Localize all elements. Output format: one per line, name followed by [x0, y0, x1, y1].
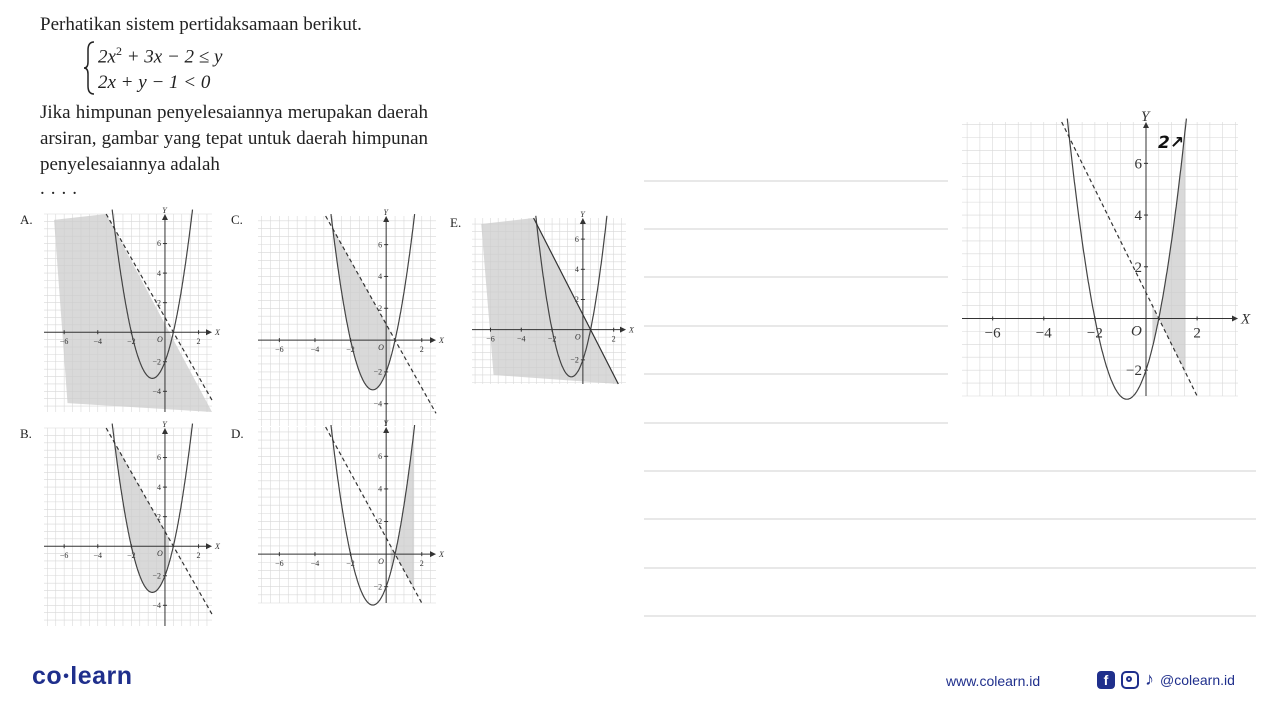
question-body: Jika himpunan penyelesaiannya merupakan daerah arsiran, gambar yang tepat untuk daerah himpunan penyelesaiannya adalah [40, 102, 428, 175]
x-axis-label: X [629, 325, 634, 335]
y-tick-label: −2 [152, 357, 161, 367]
x-tick-label: −6 [59, 337, 69, 347]
x-axis-label: X [215, 327, 220, 337]
x-axis-label: X [215, 541, 220, 551]
y-tick-label: 6 [156, 239, 161, 249]
inequality-2: 2x + y − 1 < 0 [98, 72, 211, 93]
y-tick-label: −2 [570, 355, 579, 365]
x-tick-label: 2 [196, 551, 201, 561]
y-axis-label: Y [580, 210, 585, 219]
social-handles [1097, 669, 1235, 690]
question-dots: .... [40, 178, 83, 199]
y-tick-label: 4 [378, 484, 383, 494]
question-intro: Perhatikan sistem pertidaksamaan berikut. [40, 14, 362, 35]
y-tick-label: 2 [378, 303, 383, 313]
origin-label: O [1131, 323, 1142, 340]
y-tick-label: 2 [378, 517, 383, 527]
x-tick-label: −6 [59, 551, 69, 561]
y-tick-label: −4 [373, 399, 383, 409]
y-tick-label: 4 [1134, 208, 1142, 225]
x-tick-label: −6 [486, 334, 495, 344]
y-tick-label: −2 [373, 582, 383, 592]
origin-label: O [574, 332, 581, 342]
x-tick-label: 2 [419, 345, 424, 355]
x-tick-label: 2 [1193, 325, 1201, 342]
x-tick-label: 2 [419, 559, 424, 569]
y-tick-label: −4 [152, 600, 161, 610]
x-tick-label: −6 [275, 345, 284, 355]
y-axis-label: Y [1141, 109, 1150, 125]
x-tick-label: −4 [93, 551, 103, 561]
x-tick-label: −2 [346, 559, 355, 569]
x-tick-label: −4 [93, 337, 103, 347]
y-tick-label: 6 [574, 234, 579, 244]
option-b-label[interactable]: B. [20, 426, 32, 441]
colearn-logo: co•learn [32, 662, 133, 690]
y-tick-label: 6 [1134, 156, 1142, 173]
option-a-label[interactable]: A. [20, 212, 33, 227]
y-tick-label: −2 [1126, 363, 1142, 380]
tiktok-icon[interactable]: ♪ [1145, 669, 1154, 689]
y-tick-label: 4 [156, 482, 161, 492]
origin-label: O [378, 343, 384, 353]
website-link[interactable]: www.colearn.id [946, 673, 1041, 689]
option-e-label[interactable]: E. [450, 215, 462, 230]
y-tick-label: 4 [378, 272, 383, 282]
y-tick-label: 2 [156, 512, 161, 522]
y-tick-label: 4 [156, 268, 161, 278]
x-tick-label: −2 [127, 337, 136, 347]
origin-label: O [378, 557, 384, 567]
y-tick-label: 2 [156, 298, 161, 308]
option-d-label[interactable]: D. [231, 426, 244, 441]
origin-label: O [156, 335, 163, 345]
x-tick-label: −2 [547, 334, 557, 344]
origin-label: O [156, 549, 163, 559]
y-axis-label: Y [383, 208, 388, 217]
option-c-label[interactable]: C. [231, 212, 243, 227]
handwritten-annotation: 2↗ [1158, 133, 1185, 153]
x-tick-label: −4 [1035, 325, 1052, 342]
y-tick-label: −2 [373, 367, 383, 377]
y-tick-label: 4 [574, 264, 579, 274]
x-tick-label: −4 [517, 334, 526, 344]
social-handle[interactable]: @colearn.id [1160, 671, 1235, 688]
x-axis-label: X [439, 335, 444, 345]
x-tick-label: 2 [196, 337, 201, 347]
y-tick-label: −4 [152, 386, 161, 396]
y-tick-label: 6 [156, 453, 161, 463]
y-tick-label: −2 [152, 571, 161, 581]
y-tick-label: 6 [378, 452, 383, 461]
y-tick-label: 2 [574, 295, 579, 305]
x-tick-label: −2 [1086, 325, 1103, 342]
inequality-1: $2x^2 + 3x - 2 \le y$ [98, 44, 223, 68]
y-axis-label: Y [162, 420, 167, 429]
x-tick-label: 2 [611, 334, 616, 344]
x-tick-label: −4 [310, 559, 320, 569]
x-tick-label: −6 [984, 325, 1001, 342]
y-tick-label: 2 [1134, 259, 1142, 276]
y-axis-label: Y [162, 206, 167, 215]
x-axis-label: X [439, 549, 444, 559]
y-tick-label: 6 [378, 240, 383, 250]
x-tick-label: −2 [346, 345, 355, 355]
x-tick-label: −2 [127, 551, 136, 561]
x-tick-label: −4 [310, 345, 320, 355]
x-tick-label: −6 [275, 559, 284, 569]
y-axis-label: Y [383, 419, 388, 428]
instagram-icon[interactable] [1121, 671, 1139, 689]
x-axis-label: X [1241, 311, 1251, 328]
facebook-icon[interactable]: f [1097, 671, 1115, 689]
